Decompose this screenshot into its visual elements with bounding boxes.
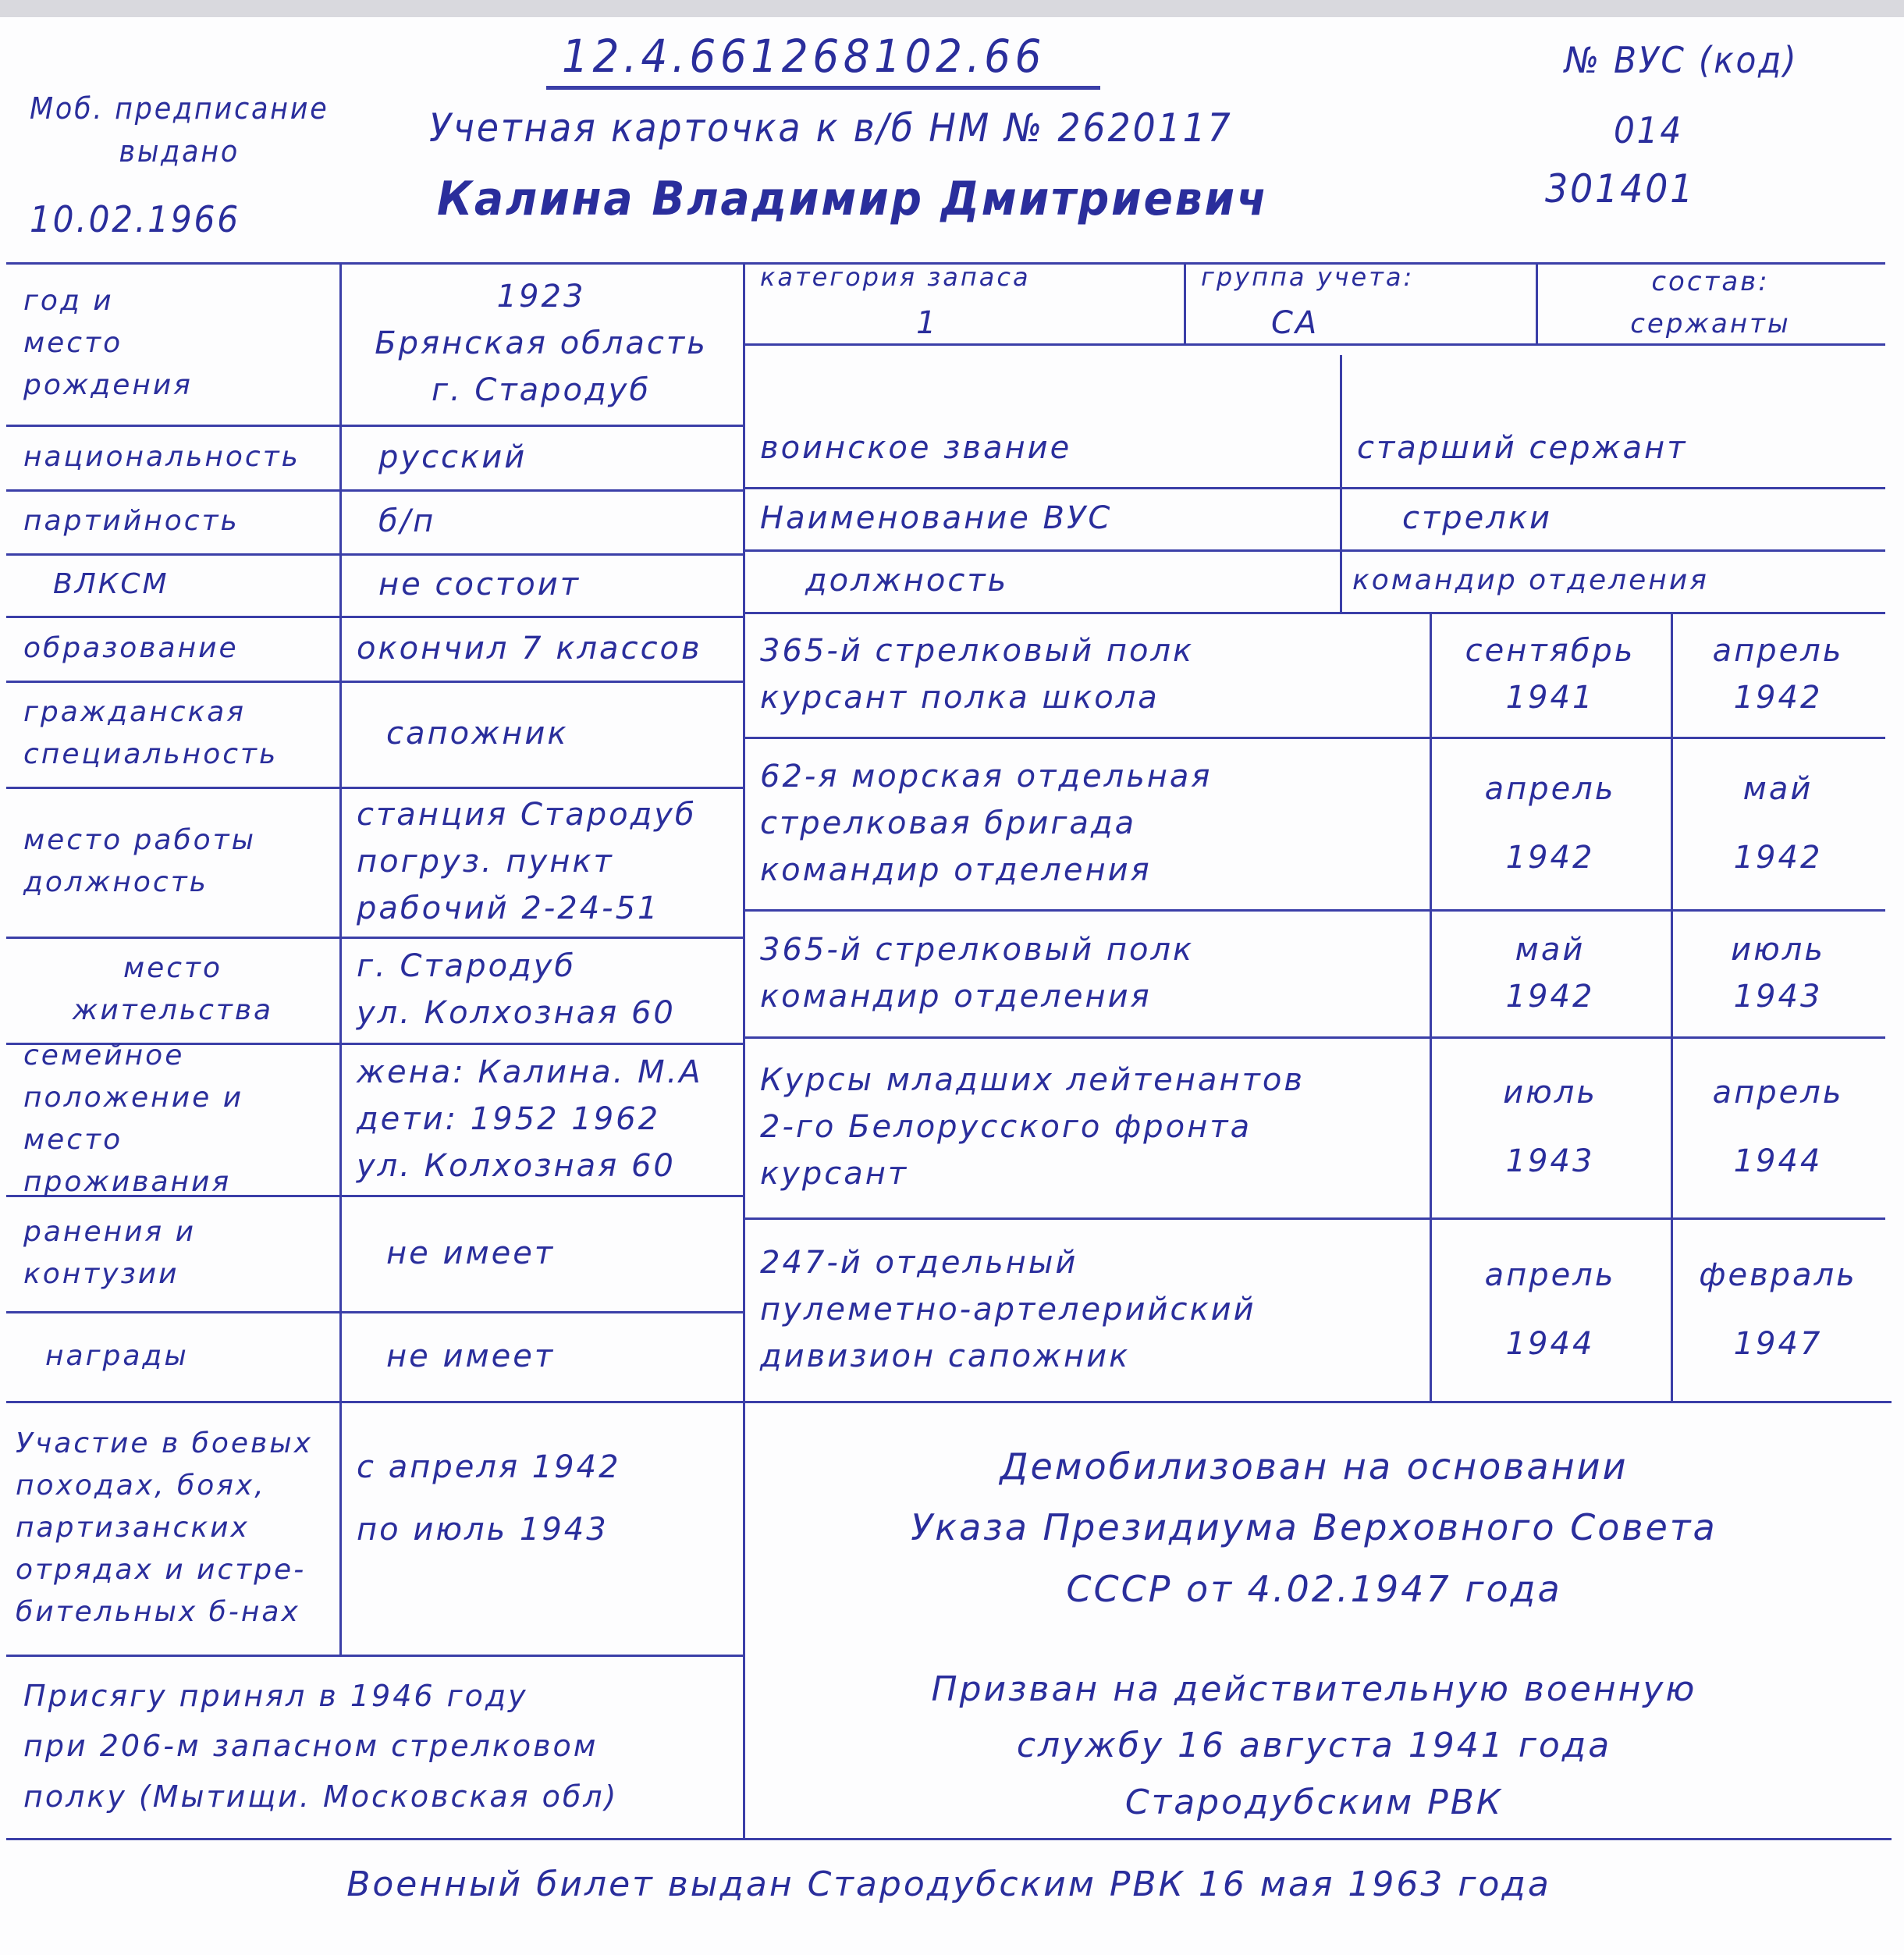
label-komsomol: ВЛКСМ: [53, 568, 169, 600]
label-education: образование: [23, 631, 239, 664]
value-wounds: не имеет: [386, 1235, 556, 1271]
label-family: семейное положение и место проживания: [23, 1039, 244, 1198]
value-awards: не имеет: [386, 1338, 556, 1374]
demobilization-note: Демобилизован на основании Указа Президиума Верховного Совета СССР от 4.02.1947 года: [911, 1445, 1718, 1610]
vus-label: № ВУС (код): [1565, 39, 1799, 81]
service-unit: 247-й отдельный пулеметно-артелерийский дивизион сапожник: [760, 1244, 1256, 1374]
card-title: Учетная карточка к в/б НМ № 2620117: [429, 105, 1233, 151]
value-party: б/п: [378, 503, 436, 539]
service-from: апрель 1944: [1484, 1257, 1616, 1362]
service-unit: 365-й стрелковый полк командир отделения: [760, 931, 1195, 1015]
service-unit: 365-й стрелковый полк курсант полка школа: [760, 633, 1195, 716]
oath-note: Присягу принял в 1946 году при 206-м запасном стрелковом полку (Мытищи. Московская обл): [23, 1678, 619, 1814]
label-nationality: национальность: [23, 440, 300, 473]
value-nationality: русский: [378, 439, 528, 475]
service-from: июль 1943: [1503, 1075, 1597, 1179]
conscription-note: Призван на действительную военную службу 16 августа 1941 года Стародубским РВК: [931, 1669, 1697, 1822]
service-unit: Курсы младших лейтенантов 2-го Белорусского фронта курсант: [760, 1062, 1305, 1192]
service-to: апрель 1944: [1712, 1075, 1844, 1179]
label-awards: награды: [45, 1339, 189, 1372]
label-party: партийность: [23, 505, 240, 537]
reserve-group-value: СА: [1271, 304, 1320, 341]
service-to: апрель 1942: [1712, 633, 1844, 716]
value-education: окончил 7 классов: [357, 630, 702, 666]
service-from: апрель 1942: [1484, 770, 1616, 876]
value-position: командир отделения: [1352, 564, 1709, 596]
service-from: май 1942: [1505, 931, 1595, 1015]
reserve-category-value: 1: [916, 304, 939, 341]
label-residence: место жительства: [72, 952, 274, 1026]
reserve-group-label: группа учета:: [1201, 262, 1415, 293]
military-id-note: Военный билет выдан Стародубским РВК 16 мая 1963 года: [346, 1864, 1551, 1904]
label-combat: Участие в боевых походах, боях, партизанских отрядах и истре- бительных б-нах: [16, 1427, 313, 1628]
value-komsomol: не состоит: [378, 567, 581, 602]
service-to: июль 1943: [1731, 931, 1825, 1015]
label-workplace: место работы должность: [23, 824, 257, 898]
reserve-composition-label: состав:: [1651, 265, 1770, 297]
label-civil-specialty: гражданская специальность: [23, 696, 279, 770]
record-number: 12.4.661268102.66: [562, 30, 1046, 83]
record-number-underline: [546, 86, 1100, 90]
value-combat: с апреля 1942 по июль 1943: [357, 1449, 621, 1548]
reserve-composition: [1536, 262, 1885, 343]
vus-code-1: 014: [1614, 109, 1684, 151]
scan-edge: [0, 0, 1904, 17]
reserve-category-label: категория запаса: [760, 262, 1031, 293]
label-vus-name: Наименование ВУС: [760, 500, 1113, 536]
service-to: февраль 1947: [1699, 1257, 1857, 1362]
service-unit: 62-я морская отдельная стрелковая бригада командир отделения: [760, 758, 1213, 888]
label-rank: воинское звание: [760, 430, 1072, 466]
reserve-group: [1184, 262, 1536, 343]
reserve-category: [743, 262, 1184, 343]
value-civil-specialty: сапожник: [386, 716, 569, 752]
service-to: май 1942: [1733, 770, 1823, 876]
reserve-composition-value: сержанты: [1630, 308, 1791, 339]
vus-code-2: 301401: [1545, 166, 1696, 211]
value-residence: г. Стародуб ул. Колхозная 60: [357, 948, 676, 1031]
full-name: Калина Владимир Дмитриевич: [437, 172, 1269, 226]
mob-order-label: Моб. предписание выдано: [30, 91, 329, 169]
value-family: жена: Калина. М.А дети: 1952 1962 ул. Колхозная 60: [357, 1054, 703, 1184]
value-vus-name: стрелки: [1402, 500, 1553, 536]
label-position: должность: [805, 563, 1009, 599]
service-from: сентябрь 1941: [1465, 633, 1636, 716]
label-birth: год и место рождения: [23, 285, 193, 401]
value-rank: старший сержант: [1357, 430, 1688, 466]
value-birth: 1923 Брянская область г. Стародуб: [375, 279, 708, 408]
value-workplace: станция Стародуб погруз. пункт рабочий 2-24-51: [357, 797, 697, 926]
mob-order-date: 10.02.1966: [30, 198, 240, 240]
label-wounds: ранения и контузии: [23, 1215, 197, 1290]
